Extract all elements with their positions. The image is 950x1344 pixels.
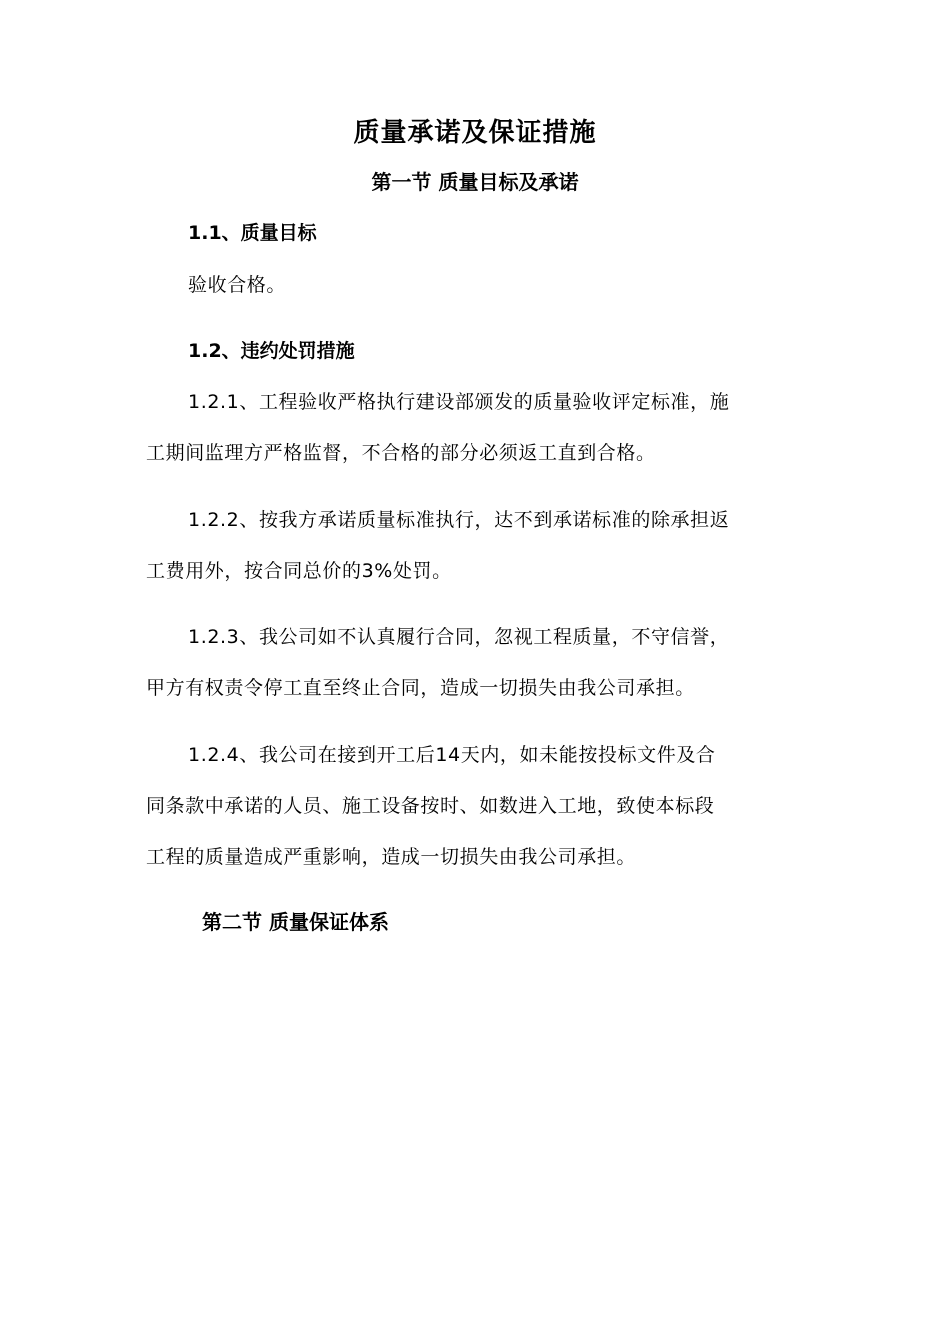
clause-1-2-3-line-1: 1.2.3、我公司如不认真履行合同，忽视工程质量，不守信誉， (188, 626, 730, 648)
subsection-1-1-text: 验收合格。 (188, 274, 287, 296)
clause-1-2-2-line-2: 工费用外，按合同总价的3%处罚。 (146, 560, 452, 582)
clause-1-2-4-line-1: 1.2.4、我公司在接到开工后14天内，如未能按投标文件及合 (188, 744, 716, 766)
clause-1-2-3-line-2: 甲方有权责令停工直至终止合同，造成一切损失由我公司承担。 (146, 677, 695, 699)
clause-1-2-4-line-2: 同条款中承诺的人员、施工设备按时、如数进入工地，致使本标段 (146, 795, 715, 817)
subsection-1-1-heading: 1.1、质量目标 (188, 222, 317, 244)
subsection-1-2-heading: 1.2、违约处罚措施 (188, 340, 355, 362)
clause-1-2-1-line-1: 1.2.1、工程验收严格执行建设部颁发的质量验收评定标准，施 (188, 391, 730, 413)
clause-1-2-2-line-1: 1.2.2、按我方承诺质量标准执行，达不到承诺标准的除承担返 (188, 509, 730, 531)
section-1-heading: 第一节 质量目标及承诺 (371, 170, 579, 194)
document-title: 质量承诺及保证措施 (353, 118, 597, 148)
clause-1-2-1-line-2: 工期间监理方严格监督，不合格的部分必须返工直到合格。 (146, 442, 656, 464)
section-2-heading: 第二节 质量保证体系 (202, 910, 389, 934)
clause-1-2-4-line-3: 工程的质量造成严重影响，造成一切损失由我公司承担。 (146, 846, 637, 868)
